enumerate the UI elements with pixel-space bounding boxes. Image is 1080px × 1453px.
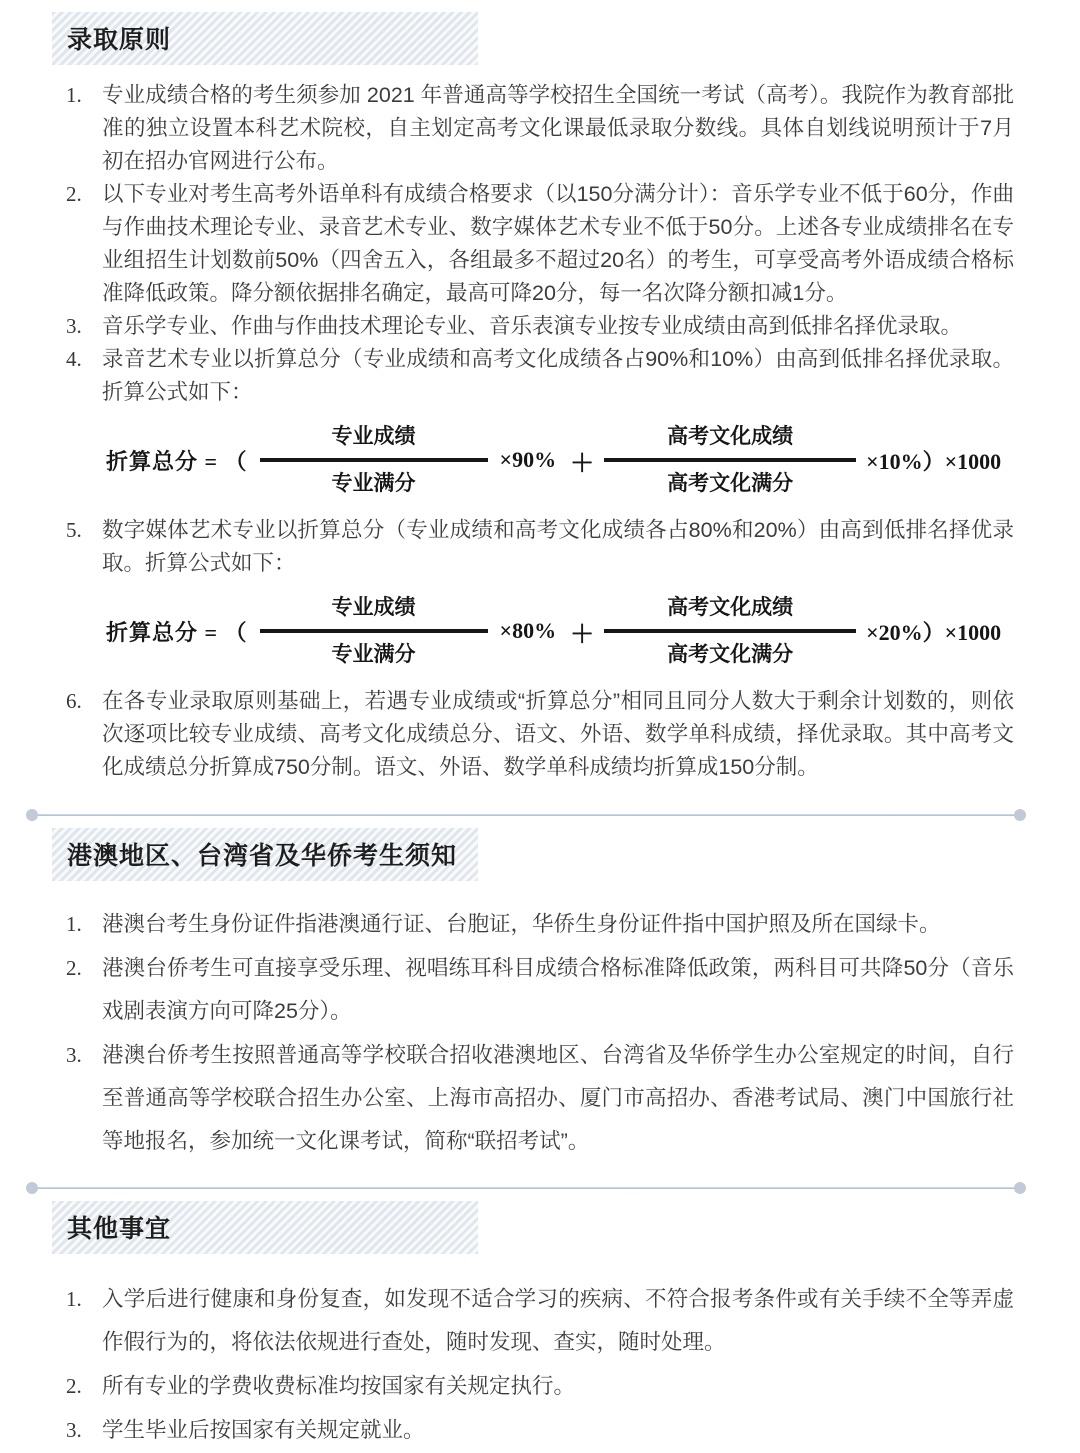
fraction-bar [604, 458, 856, 462]
hk-macao-taiwan-list [0, 901, 1080, 1163]
divider-endpoint-dot-right [1014, 809, 1026, 821]
divider-endpoint-dot-right [1014, 1182, 1026, 1194]
divider-line [38, 1187, 1014, 1189]
fraction-professional-score [260, 424, 488, 496]
item-text: 港澳台侨考生可直接享受乐理、视唱练耳科目成绩合格标准降低政策，两科目可共降50分（音乐戏剧表演方向可降25分）。 [102, 956, 1014, 1023]
formula-multiplier: ×90% [499, 447, 557, 472]
list-item [66, 1365, 1014, 1408]
item-text: 港澳台侨考生按照普通高等学校联合招收港澳地区、台湾省及华侨学生办公室规定的时间，自行至普通高等学校联合招生办公室、上海市高招办、厦门市高招办、香港考试局、澳门中国旅行社等地报名，参加统一文化课考试，简称“联招考试”。 [102, 1043, 1014, 1153]
fraction-numerator: 专业成绩 [331, 424, 416, 448]
section-title-text: 录取原则 [67, 27, 172, 54]
conversion-formula-80-20 [106, 595, 1014, 667]
fraction-numerator: 高考文化成绩 [667, 595, 794, 619]
fraction-bar [260, 629, 488, 633]
item-number: 5. [66, 518, 82, 542]
fraction-denominator: 专业满分 [331, 471, 416, 495]
formula-plus-sign: ＋ [570, 621, 595, 648]
conversion-formula-90-10 [106, 424, 1014, 496]
fraction-bar [604, 629, 856, 633]
list-item [66, 1278, 1014, 1364]
item-number: 2. [66, 956, 82, 980]
item-number: 3. [66, 1418, 82, 1442]
list-item [66, 947, 1014, 1033]
item-number: 2. [66, 182, 82, 206]
section-title-admission-principles [52, 12, 478, 65]
formula-tail: ×10%）×1000 [866, 448, 1002, 474]
item-text: 港澳台考生身份证件指港澳通行证、台胞证，华侨生身份证件指中国护照及所在国绿卡。 [102, 912, 941, 936]
item-text: 音乐学专业、作曲与作曲技术理论专业、音乐表演专业按专业成绩由高到低排名择优录取。 [102, 314, 963, 338]
section-title-text: 港澳地区、台湾省及华侨考生须知 [67, 843, 458, 870]
formula-tail: ×20%）×1000 [866, 619, 1002, 645]
item-number: 1. [66, 1287, 82, 1311]
divider-endpoint-dot-left [26, 809, 38, 821]
item-text: 所有专业的学费收费标准均按国家有关规定执行。 [102, 1374, 576, 1398]
formula-multiplier: ×80% [499, 618, 557, 643]
item-text: 录音艺术专业以折算总分（专业成绩和高考文化成绩各占90%和10%）由高到低排名择优录取。折算公式如下： [102, 347, 1014, 404]
fraction-denominator: 专业满分 [331, 642, 416, 666]
item-number: 3. [66, 1043, 82, 1067]
fraction-gaokao-score [604, 424, 856, 496]
list-item [66, 178, 1014, 310]
item-number: 1. [66, 912, 82, 936]
fraction-denominator: 高考文化满分 [667, 471, 794, 495]
section-divider [26, 808, 1026, 821]
item-text: 在各专业录取原则基础上，若遇专业成绩或“折算总分”相同且同分人数大于剩余计划数的，则依次逐项比较专业成绩、高考文化成绩总分、语文、外语、数学单科成绩，择优录取。其中高考文化成绩总分折算成750分制。语文、外语、数学单科成绩均折算成150分制。 [102, 689, 1014, 779]
item-number: 6. [66, 689, 82, 713]
section-title-other-matters [52, 1201, 478, 1254]
admission-principles-list [0, 77, 1080, 784]
section-divider [26, 1181, 1026, 1194]
other-matters-list [0, 1276, 1080, 1452]
section-title-text: 其他事宜 [67, 1216, 172, 1243]
list-item [66, 514, 1014, 580]
fraction-numerator: 高考文化成绩 [667, 424, 794, 448]
item-text: 数字媒体艺术专业以折算总分（专业成绩和高考文化成绩各占80%和20%）由高到低排名择优录取。折算公式如下： [102, 518, 1014, 575]
divider-endpoint-dot-left [26, 1182, 38, 1194]
item-number: 2. [66, 1374, 82, 1398]
list-item [66, 343, 1014, 409]
list-item [66, 685, 1014, 784]
list-item [66, 79, 1014, 178]
item-number: 4. [66, 347, 82, 371]
list-item [66, 903, 1014, 946]
fraction-professional-score [260, 595, 488, 667]
item-number: 1. [66, 83, 82, 107]
formula-lhs: 折算总分 = （ [106, 448, 248, 474]
fraction-bar [260, 458, 488, 462]
item-text: 以下专业对考生高考外语单科有成绩合格要求（以150分满分计）：音乐学专业不低于60分，作曲与作曲技术理论专业、录音艺术专业、数字媒体艺术专业不低于50分。上述各专业成绩排名在专业组招生计划数前50%（四舍五入，各组最多不超过20名）的考生，可享受高考外语成绩合格标准降低政策。降分额依据排名确定，最高可降20分，每一名次降分额扣减1分。 [102, 182, 1014, 305]
section-title-hk-macao-taiwan-notice [52, 828, 478, 881]
divider-line [38, 814, 1014, 816]
fraction-gaokao-score [604, 595, 856, 667]
list-item [66, 310, 1014, 343]
formula-plus-sign: ＋ [570, 450, 595, 477]
list-item [66, 1409, 1014, 1452]
list-item [66, 1034, 1014, 1163]
formula-lhs: 折算总分 = （ [106, 619, 248, 645]
fraction-numerator: 专业成绩 [331, 595, 416, 619]
item-text: 专业成绩合格的考生须参加 2021 年普通高等学校招生全国统一考试（高考）。我院作为教育部批准的独立设置本科艺术院校，自主划定高考文化课最低录取分数线。具体自划线说明预计于7月初在招办官网进行公布。 [102, 83, 1014, 173]
item-text: 入学后进行健康和身份复查，如发现不适合学习的疾病、不符合报考条件或有关手续不全等弄虚作假行为的，将依法依规进行查处，随时发现、查实，随时处理。 [102, 1287, 1014, 1354]
fraction-denominator: 高考文化满分 [667, 642, 794, 666]
item-text: 学生毕业后按国家有关规定就业。 [102, 1418, 425, 1442]
item-number: 3. [66, 314, 82, 338]
